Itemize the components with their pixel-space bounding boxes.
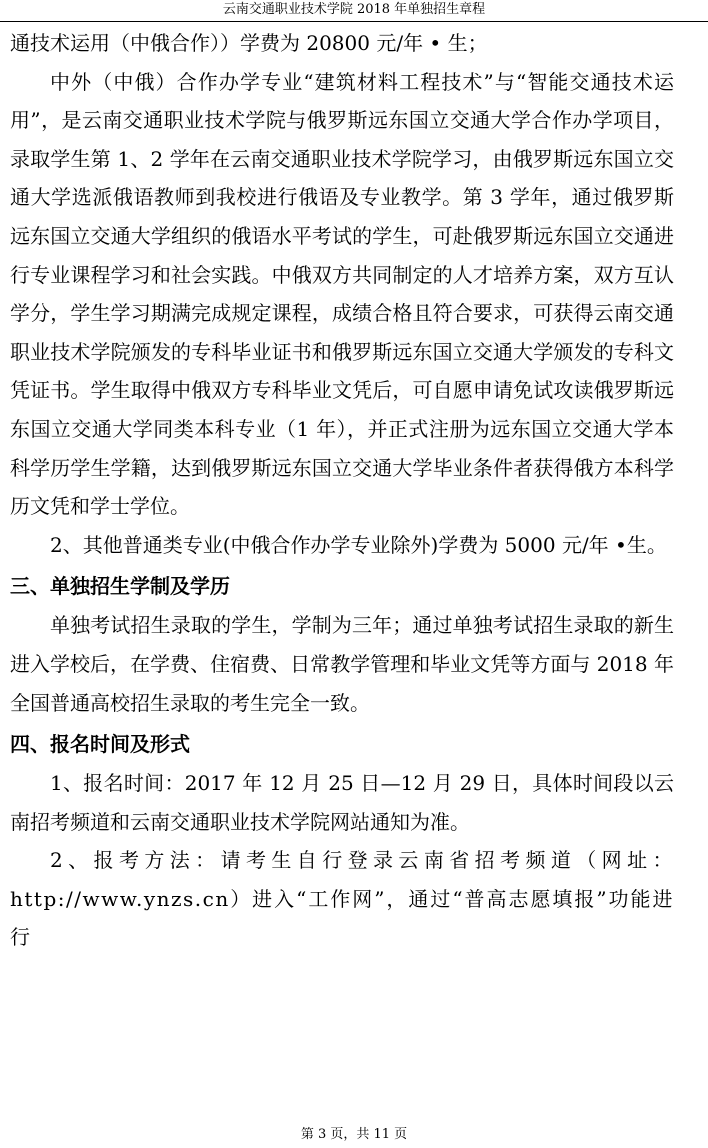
header-title: 云南交通职业技术学院 2018 年单独招生章程 bbox=[222, 2, 486, 17]
paragraph-duration: 单独考试招生录取的学生，学制为三年；通过单独考试招生录取的新生进入学校后，在学费、住宿费、日常教学管理和毕业文凭等方面与 2018 年全国普通高校招生录取的考生完全一致。 bbox=[10, 613, 674, 715]
document-body bbox=[10, 24, 674, 957]
paragraph-other-tuition: 2、其他普通类专业(中俄合作办学专业除外)学费为 5000 元/年 •生。 bbox=[50, 532, 667, 557]
section-heading-registration: 四、报名时间及形式 bbox=[10, 732, 190, 757]
page-number: 第 3 页，共 11 页 bbox=[300, 1127, 408, 1142]
paragraph-tuition-continued: 通技术运用（中俄合作））学费为 20800 元/年 • 生； bbox=[10, 31, 488, 55]
page-header bbox=[0, 0, 708, 22]
page-footer bbox=[0, 1126, 708, 1144]
section-heading-duration: 三、单独招生学制及学历 bbox=[10, 574, 230, 599]
paragraph-registration-time: 1、报名时间：2017 年 12 月 25 日—12 月 29 日，具体时间段以云南招考频道和云南交通职业技术学院网站通知为准。 bbox=[10, 771, 674, 834]
paragraph-registration-method: 2、报考方法：请考生自行登录云南省招考频道（网址：http://www.ynzs.cn）进入“工作网”，通过“普高志愿填报”功能进行 bbox=[10, 848, 674, 950]
paragraph-sino-russian-program: 中外（中俄）合作办学专业“建筑材料工程技术”与“智能交通技术运用”，是云南交通职业技术学院与俄罗斯远东国立交通大学合作办学项目，录取学生第 1、2 学年在云南交通职业技术学院学习，由俄罗斯远东国立交通大学选派俄语教师到我校进行俄语及专业教学。第 3 学年，通过俄罗斯远东国立交通大学组织的俄语水平考试的学生，可赴俄罗斯远东国立交通进行专业课程学习和社会实践。中俄双方共同制定的人才培养方案，双方互认学分，学生学习期满完成规定课程，成绩合格且符合要求，可获得云南交通职业技术学院颁发的专科毕业证书和俄罗斯远东国立交通大学颁发的专科文凭证书。学生取得中俄双方专科毕业文凭后，可自愿申请免试攻读俄罗斯远东国立交通大学同类本科专业（1 年），并正式注册为远东国立交通大学本科学历学生学籍，达到俄罗斯远东国立交通大学毕业条件者获得俄方本科学历文凭和学士学位。 bbox=[10, 69, 674, 519]
